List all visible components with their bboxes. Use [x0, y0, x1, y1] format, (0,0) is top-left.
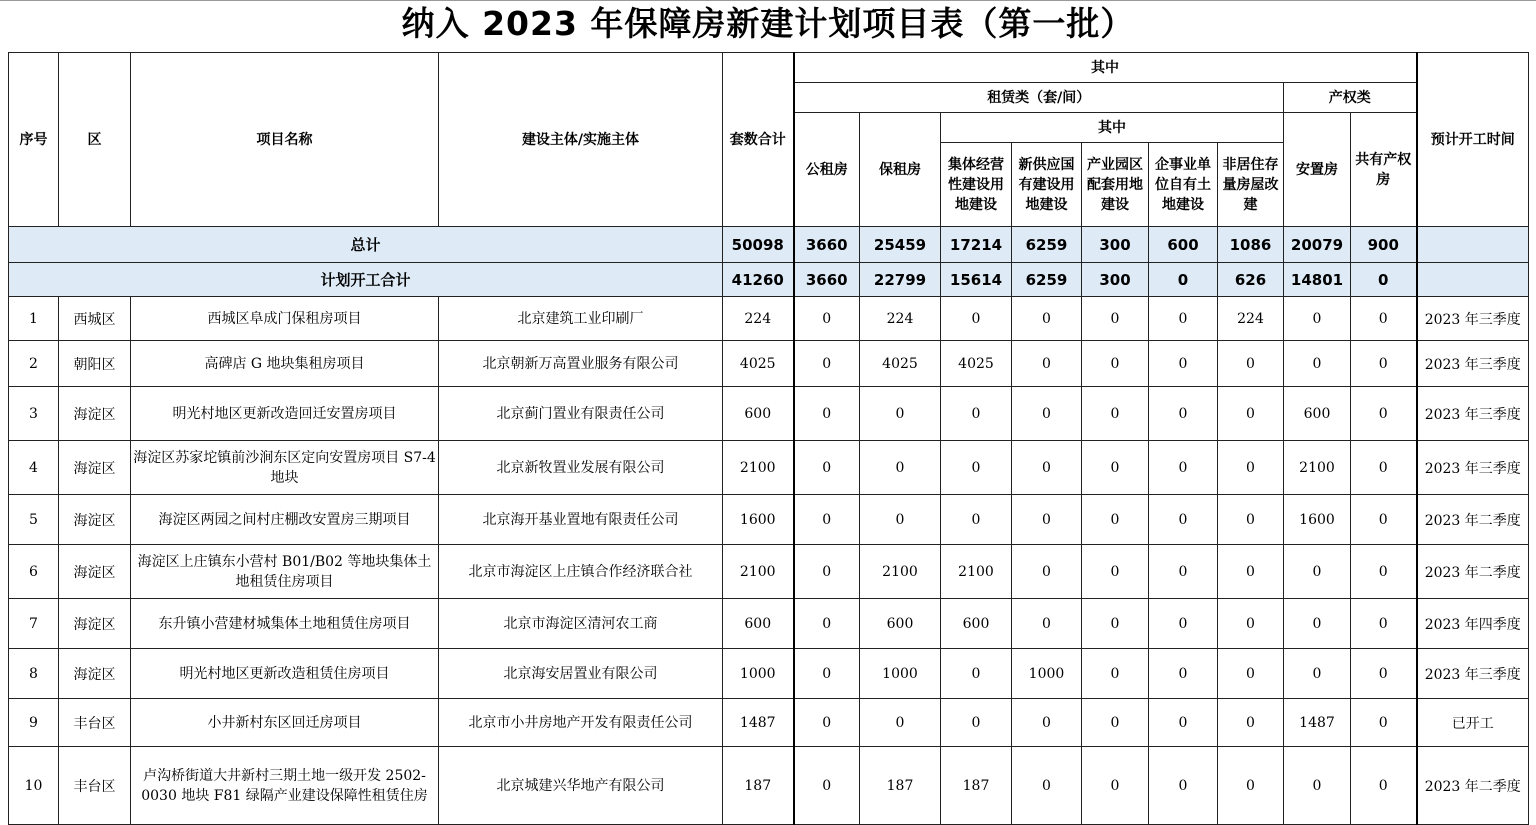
- cell-public-rental[interactable]: 0: [794, 699, 860, 747]
- cell-seq[interactable]: 9: [9, 699, 59, 747]
- cell-seq[interactable]: 8: [9, 649, 59, 699]
- cell-start-time[interactable]: 2023 年四季度: [1417, 599, 1529, 649]
- cell-affordable-rental[interactable]: 1000: [860, 649, 941, 699]
- cell-renovation[interactable]: 1086: [1218, 227, 1284, 263]
- header-start-time[interactable]: 预计开工时间: [1417, 53, 1529, 227]
- cell-total[interactable]: 224: [723, 297, 794, 341]
- cell-public-rental[interactable]: 0: [794, 387, 860, 441]
- cell-start-time[interactable]: 2023 年三季度: [1417, 387, 1529, 441]
- title-bar: [0, 0, 1536, 50]
- cell-collective-land[interactable]: 0: [941, 297, 1012, 341]
- cell-collective-land[interactable]: 600: [941, 599, 1012, 649]
- cell-enterprise[interactable]: 0: [1149, 441, 1218, 495]
- cell-shared-property[interactable]: 0: [1351, 341, 1417, 387]
- cell-affordable-rental[interactable]: 600: [860, 599, 941, 649]
- cell-enterprise[interactable]: 0: [1149, 495, 1218, 545]
- cell-resettlement[interactable]: 0: [1284, 297, 1351, 341]
- header-project-name[interactable]: 项目名称: [131, 53, 439, 227]
- cell-collective-land[interactable]: 2100: [941, 545, 1012, 599]
- cell-resettlement[interactable]: 0: [1284, 599, 1351, 649]
- cell-shared-property[interactable]: 0: [1351, 263, 1417, 297]
- cell-resettlement[interactable]: 1487: [1284, 699, 1351, 747]
- cell-affordable-rental[interactable]: 0: [860, 441, 941, 495]
- header-renovation[interactable]: 非居住存量房屋改建: [1218, 143, 1284, 227]
- cell-enterprise[interactable]: 600: [1149, 227, 1218, 263]
- cell-resettlement[interactable]: 0: [1284, 649, 1351, 699]
- cell-shared-property[interactable]: 0: [1351, 545, 1417, 599]
- header-collective-land[interactable]: 集体经营性建设用地建设: [941, 143, 1012, 227]
- data-rows: [9, 297, 1529, 825]
- header-total[interactable]: 套数合计: [723, 53, 794, 227]
- cell-renovation[interactable]: 0: [1218, 387, 1284, 441]
- cell-builder[interactable]: 北京海安居置业有限公司: [439, 649, 723, 699]
- cell-district[interactable]: 海淀区: [59, 649, 131, 699]
- table-row: [9, 387, 1529, 441]
- cell-industrial[interactable]: 0: [1082, 387, 1149, 441]
- cell-project-name[interactable]: 明光村地区更新改造租赁住房项目: [131, 649, 439, 699]
- table-row: [9, 699, 1529, 747]
- cell-seq[interactable]: 2: [9, 341, 59, 387]
- cell-state-land[interactable]: 0: [1012, 699, 1082, 747]
- cell-district[interactable]: 海淀区: [59, 495, 131, 545]
- housing-project-table: [8, 52, 1529, 825]
- cell-enterprise[interactable]: 0: [1149, 649, 1218, 699]
- table-row: [9, 441, 1529, 495]
- header-rental-group[interactable]: 租赁类（套/间）: [794, 83, 1284, 113]
- cell-shared-property[interactable]: 900: [1351, 227, 1417, 263]
- cell-seq[interactable]: 4: [9, 441, 59, 495]
- summary-row-planned: [9, 263, 1529, 297]
- cell-resettlement[interactable]: 0: [1284, 545, 1351, 599]
- cell-enterprise[interactable]: 0: [1149, 387, 1218, 441]
- table-row: [9, 341, 1529, 387]
- cell-public-rental[interactable]: 0: [794, 599, 860, 649]
- cell-public-rental[interactable]: 0: [794, 297, 860, 341]
- cell-total[interactable]: 2100: [723, 441, 794, 495]
- cell-enterprise[interactable]: 0: [1149, 599, 1218, 649]
- cell-state-land[interactable]: 0: [1012, 441, 1082, 495]
- cell-industrial[interactable]: 0: [1082, 599, 1149, 649]
- cell-district[interactable]: 丰台区: [59, 699, 131, 747]
- cell-state-land[interactable]: 0: [1012, 387, 1082, 441]
- cell-renovation[interactable]: 0: [1218, 747, 1284, 825]
- cell-affordable-rental[interactable]: 22799: [860, 263, 941, 297]
- cell-project-name[interactable]: 海淀区上庄镇东小营村 B01/B02 等地块集体土地租赁住房项目: [131, 545, 439, 599]
- cell-renovation[interactable]: 0: [1218, 341, 1284, 387]
- cell-affordable-rental[interactable]: 0: [860, 387, 941, 441]
- table-row: [9, 599, 1529, 649]
- cell-enterprise[interactable]: 0: [1149, 263, 1218, 297]
- cell-seq[interactable]: 3: [9, 387, 59, 441]
- page-title: 纳入 2023 年保障房新建计划项目表（第一批）: [401, 4, 1135, 43]
- cell-start-time[interactable]: 2023 年二季度: [1417, 495, 1529, 545]
- cell-industrial[interactable]: 0: [1082, 747, 1149, 825]
- cell-resettlement[interactable]: 2100: [1284, 441, 1351, 495]
- cell-start-time[interactable]: 2023 年三季度: [1417, 297, 1529, 341]
- cell-affordable-rental[interactable]: 187: [860, 747, 941, 825]
- cell-district[interactable]: 丰台区: [59, 747, 131, 825]
- cell-shared-property[interactable]: 0: [1351, 599, 1417, 649]
- cell-affordable-rental[interactable]: 4025: [860, 341, 941, 387]
- cell-state-land[interactable]: 6259: [1012, 227, 1082, 263]
- cell-collective-land[interactable]: 0: [941, 441, 1012, 495]
- cell-shared-property[interactable]: 0: [1351, 649, 1417, 699]
- cell-state-land[interactable]: 0: [1012, 599, 1082, 649]
- cell-shared-property[interactable]: 0: [1351, 495, 1417, 545]
- cell-industrial[interactable]: 0: [1082, 297, 1149, 341]
- cell-shared-property[interactable]: 0: [1351, 441, 1417, 495]
- cell-project-name[interactable]: 卢沟桥街道大井新村三期土地一级开发 2502-0030 地块 F81 绿隔产业建设保障性租赁住房: [131, 747, 439, 825]
- cell-enterprise[interactable]: 0: [1149, 545, 1218, 599]
- header-seq[interactable]: 序号: [9, 53, 59, 227]
- cell-industrial[interactable]: 0: [1082, 495, 1149, 545]
- header-district[interactable]: 区: [59, 53, 131, 227]
- header-industrial[interactable]: 产业园区配套用地建设: [1082, 143, 1149, 227]
- cell-collective-land[interactable]: 187: [941, 747, 1012, 825]
- cell-enterprise[interactable]: 0: [1149, 297, 1218, 341]
- cell-builder[interactable]: 北京城建兴华地产有限公司: [439, 747, 723, 825]
- header-builder[interactable]: 建设主体/实施主体: [439, 53, 723, 227]
- table-row: [9, 495, 1529, 545]
- cell-affordable-rental[interactable]: 2100: [860, 545, 941, 599]
- cell-total[interactable]: 1000: [723, 649, 794, 699]
- cell-shared-property[interactable]: 0: [1351, 297, 1417, 341]
- cell-collective-land[interactable]: 17214: [941, 227, 1012, 263]
- cell-enterprise[interactable]: 0: [1149, 699, 1218, 747]
- cell-affordable-rental[interactable]: 224: [860, 297, 941, 341]
- cell-project-name[interactable]: 海淀区苏家坨镇前沙涧东区定向安置房项目 S7-4 地块: [131, 441, 439, 495]
- cell-renovation[interactable]: 0: [1218, 649, 1284, 699]
- cell-public-rental[interactable]: 3660: [794, 263, 860, 297]
- cell-district[interactable]: 西城区: [59, 297, 131, 341]
- cell-total[interactable]: 187: [723, 747, 794, 825]
- table-row: [9, 545, 1529, 599]
- cell-public-rental[interactable]: 3660: [794, 227, 860, 263]
- header-property-group[interactable]: 产权类: [1284, 83, 1417, 113]
- cell-district[interactable]: 海淀区: [59, 441, 131, 495]
- cell-renovation[interactable]: 0: [1218, 495, 1284, 545]
- cell-collective-land[interactable]: 0: [941, 387, 1012, 441]
- cell-start-time[interactable]: 2023 年二季度: [1417, 747, 1529, 825]
- cell-builder[interactable]: 北京市海淀区清河农工商: [439, 599, 723, 649]
- cell-total[interactable]: 1487: [723, 699, 794, 747]
- cell-affordable-rental[interactable]: 0: [860, 495, 941, 545]
- cell-resettlement[interactable]: 0: [1284, 341, 1351, 387]
- cell-industrial[interactable]: 300: [1082, 263, 1149, 297]
- cell-builder[interactable]: 北京新牧置业发展有限公司: [439, 441, 723, 495]
- header-row-1: [9, 53, 1529, 83]
- header-shared-property[interactable]: 共有产权房: [1351, 113, 1417, 227]
- cell-resettlement[interactable]: 14801: [1284, 263, 1351, 297]
- cell-collective-land[interactable]: 15614: [941, 263, 1012, 297]
- summary-label[interactable]: 计划开工合计: [9, 263, 723, 297]
- cell-renovation[interactable]: 224: [1218, 297, 1284, 341]
- cell-state-land[interactable]: 0: [1012, 341, 1082, 387]
- cell-state-land[interactable]: 0: [1012, 297, 1082, 341]
- header-public-rental[interactable]: 公租房: [794, 113, 860, 227]
- cell-industrial[interactable]: 0: [1082, 341, 1149, 387]
- header-of-which-sub[interactable]: 其中: [941, 113, 1284, 143]
- cell-state-land[interactable]: 0: [1012, 545, 1082, 599]
- cell-resettlement[interactable]: 0: [1284, 747, 1351, 825]
- cell-renovation[interactable]: 626: [1218, 263, 1284, 297]
- cell-public-rental[interactable]: 0: [794, 649, 860, 699]
- cell-industrial[interactable]: 0: [1082, 699, 1149, 747]
- cell-project-name[interactable]: 小井新村东区回迁房项目: [131, 699, 439, 747]
- cell-project-name[interactable]: 明光村地区更新改造回迁安置房项目: [131, 387, 439, 441]
- cell-builder[interactable]: 北京朝新万高置业服务有限公司: [439, 341, 723, 387]
- cell-builder[interactable]: 北京市海淀区上庄镇合作经济联合社: [439, 545, 723, 599]
- cell-total[interactable]: 41260: [723, 263, 794, 297]
- cell-public-rental[interactable]: 0: [794, 747, 860, 825]
- cell-seq[interactable]: 10: [9, 747, 59, 825]
- cell-total[interactable]: 2100: [723, 545, 794, 599]
- cell-total[interactable]: 600: [723, 599, 794, 649]
- cell-shared-property[interactable]: 0: [1351, 387, 1417, 441]
- cell-industrial[interactable]: 0: [1082, 441, 1149, 495]
- cell-builder[interactable]: 北京蓟门置业有限责任公司: [439, 387, 723, 441]
- cell-public-rental[interactable]: 0: [794, 341, 860, 387]
- header-state-land[interactable]: 新供应国有建设用地建设: [1012, 143, 1082, 227]
- spreadsheet: [8, 52, 1529, 825]
- header-affordable-rental[interactable]: 保租房: [860, 113, 941, 227]
- cell-shared-property[interactable]: 0: [1351, 699, 1417, 747]
- cell-collective-land[interactable]: 0: [941, 495, 1012, 545]
- cell-collective-land[interactable]: 0: [941, 649, 1012, 699]
- cell-state-land[interactable]: 6259: [1012, 263, 1082, 297]
- cell-industrial[interactable]: 0: [1082, 545, 1149, 599]
- cell-builder[interactable]: 北京市小井房地产开发有限责任公司: [439, 699, 723, 747]
- cell-industrial[interactable]: 0: [1082, 649, 1149, 699]
- cell-collective-land[interactable]: 0: [941, 699, 1012, 747]
- cell-resettlement[interactable]: 20079: [1284, 227, 1351, 263]
- cell-district[interactable]: 海淀区: [59, 599, 131, 649]
- cell-renovation[interactable]: 0: [1218, 545, 1284, 599]
- cell-district[interactable]: 海淀区: [59, 387, 131, 441]
- header-of-which[interactable]: 其中: [794, 53, 1417, 83]
- cell-total[interactable]: 4025: [723, 341, 794, 387]
- cell-state-land[interactable]: 1000: [1012, 649, 1082, 699]
- cell-start-time[interactable]: 2023 年三季度: [1417, 441, 1529, 495]
- cell-project-name[interactable]: 东升镇小营建材城集体土地租赁住房项目: [131, 599, 439, 649]
- cell-district[interactable]: 朝阳区: [59, 341, 131, 387]
- cell-start-time[interactable]: [1417, 263, 1529, 297]
- cell-start-time[interactable]: [1417, 227, 1529, 263]
- cell-start-time[interactable]: 2023 年三季度: [1417, 341, 1529, 387]
- cell-start-time[interactable]: 已开工: [1417, 699, 1529, 747]
- cell-seq[interactable]: 6: [9, 545, 59, 599]
- cell-enterprise[interactable]: 0: [1149, 341, 1218, 387]
- cell-project-name[interactable]: 海淀区两园之间村庄棚改安置房三期项目: [131, 495, 439, 545]
- cell-total[interactable]: 600: [723, 387, 794, 441]
- cell-builder[interactable]: 北京建筑工业印刷厂: [439, 297, 723, 341]
- cell-affordable-rental[interactable]: 0: [860, 699, 941, 747]
- cell-industrial[interactable]: 300: [1082, 227, 1149, 263]
- cell-district[interactable]: 海淀区: [59, 545, 131, 599]
- cell-collective-land[interactable]: 4025: [941, 341, 1012, 387]
- cell-seq[interactable]: 1: [9, 297, 59, 341]
- cell-renovation[interactable]: 0: [1218, 699, 1284, 747]
- cell-public-rental[interactable]: 0: [794, 545, 860, 599]
- table-row: [9, 649, 1529, 699]
- table-row: [9, 747, 1529, 825]
- header-enterprise[interactable]: 企事业单位自有土地建设: [1149, 143, 1218, 227]
- cell-state-land[interactable]: 0: [1012, 495, 1082, 545]
- cell-resettlement[interactable]: 1600: [1284, 495, 1351, 545]
- cell-project-name[interactable]: 高碑店 G 地块集租房项目: [131, 341, 439, 387]
- cell-enterprise[interactable]: 0: [1149, 747, 1218, 825]
- table-row: [9, 297, 1529, 341]
- cell-builder[interactable]: 北京海开基业置地有限责任公司: [439, 495, 723, 545]
- cell-public-rental[interactable]: 0: [794, 495, 860, 545]
- cell-total[interactable]: 50098: [723, 227, 794, 263]
- cell-start-time[interactable]: 2023 年三季度: [1417, 649, 1529, 699]
- cell-resettlement[interactable]: 600: [1284, 387, 1351, 441]
- header-resettlement[interactable]: 安置房: [1284, 113, 1351, 227]
- cell-seq[interactable]: 7: [9, 599, 59, 649]
- cell-project-name[interactable]: 西城区阜成门保租房项目: [131, 297, 439, 341]
- cell-state-land[interactable]: 0: [1012, 747, 1082, 825]
- summary-row-total: [9, 227, 1529, 263]
- cell-public-rental[interactable]: 0: [794, 441, 860, 495]
- summary-label[interactable]: 总计: [9, 227, 723, 263]
- cell-seq[interactable]: 5: [9, 495, 59, 545]
- cell-renovation[interactable]: 0: [1218, 599, 1284, 649]
- cell-total[interactable]: 1600: [723, 495, 794, 545]
- cell-start-time[interactable]: 2023 年二季度: [1417, 545, 1529, 599]
- cell-renovation[interactable]: 0: [1218, 441, 1284, 495]
- cell-affordable-rental[interactable]: 25459: [860, 227, 941, 263]
- cell-shared-property[interactable]: 0: [1351, 747, 1417, 825]
